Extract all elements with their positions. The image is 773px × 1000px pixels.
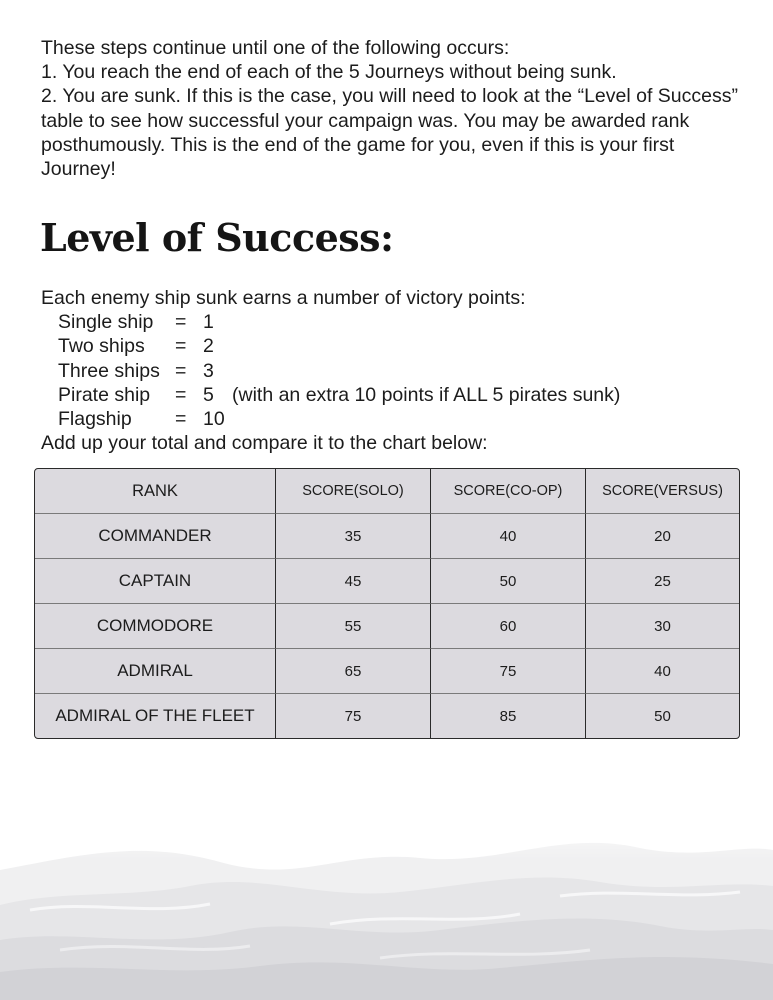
victory-points-block [41,286,753,455]
victory-points-outro: Add up your total and compare it to the chart below: [41,432,488,455]
table-row [35,649,739,694]
rank-cell: ADMIRAL OF THE FLEET [35,694,276,738]
score-versus-cell: 25 [586,559,739,604]
ship-type: Pirate ship [58,383,151,406]
score-versus-cell: 30 [586,604,739,649]
score-coop-cell: 40 [431,514,586,559]
point-value: 2 [203,335,214,358]
table-row [35,559,739,604]
victory-point-item [41,407,753,431]
score-versus-cell: 20 [586,514,739,559]
point-value: 10 [203,407,225,430]
intro-line: 1. You reach the end of each of the 5 Journeys without being sunk. [41,61,617,84]
score-coop-cell: 60 [431,604,586,649]
ship-type: Three ships [58,359,160,382]
rank-cell: COMMANDER [35,514,276,559]
ship-type: Two ships [58,335,145,358]
score-solo-cell: 65 [276,649,431,694]
victory-points-intro: Each enemy ship sunk earns a number of victory points: [41,287,526,309]
header-score-solo: SCORE(SOLO) [276,469,431,514]
table-row [35,514,739,559]
victory-point-item [41,383,753,407]
point-value: 1 [203,311,214,334]
sea-waves-decoration [0,800,773,1000]
score-solo-cell: 45 [276,559,431,604]
table-header-row [35,469,739,514]
section-heading: Level of Success: [40,215,394,260]
score-solo-cell: 35 [276,514,431,559]
score-solo-cell: 75 [276,694,431,738]
table-row [35,694,739,738]
victory-point-item [41,310,753,334]
score-solo-cell: 55 [276,604,431,649]
ship-type: Flagship [58,407,132,430]
header-score-versus: SCORE(VERSUS) [586,469,739,514]
score-coop-cell: 50 [431,559,586,604]
intro-line: 2. You are sunk. If this is the case, you will need to look at the “Level of Success” table to see how successful your campaign was. You may be awarded rank posthumously. This is the end of the game for you, even if this is your first Journey! [41,85,738,181]
rank-cell: ADMIRAL [35,649,276,694]
victory-point-item [41,334,753,358]
score-coop-cell: 75 [431,649,586,694]
rank-cell: CAPTAIN [35,559,276,604]
equals-sign: = [175,407,187,430]
intro-line: These steps continue until one of the following occurs: [41,37,510,59]
victory-points-list [41,310,753,431]
header-score-coop: SCORE(CO-OP) [431,469,586,514]
score-versus-cell: 50 [654,707,671,725]
header-rank: RANK [35,469,276,514]
equals-sign: = [175,335,187,358]
victory-point-item [41,359,753,383]
equals-sign: = [175,359,187,382]
ship-type: Single ship [58,311,154,334]
score-coop-cell: 85 [431,694,586,738]
intro-text [41,36,753,181]
bonus-note: (with an extra 10 points if ALL 5 pirates sunk) [232,383,621,406]
rank-cell: COMMODORE [35,604,276,649]
point-value: 3 [203,359,214,382]
equals-sign: = [175,311,187,334]
equals-sign: = [175,383,187,406]
score-versus-cell: 40 [586,649,739,694]
point-value: 5 [203,383,214,406]
level-of-success-table [34,468,740,739]
table-row [35,604,739,649]
